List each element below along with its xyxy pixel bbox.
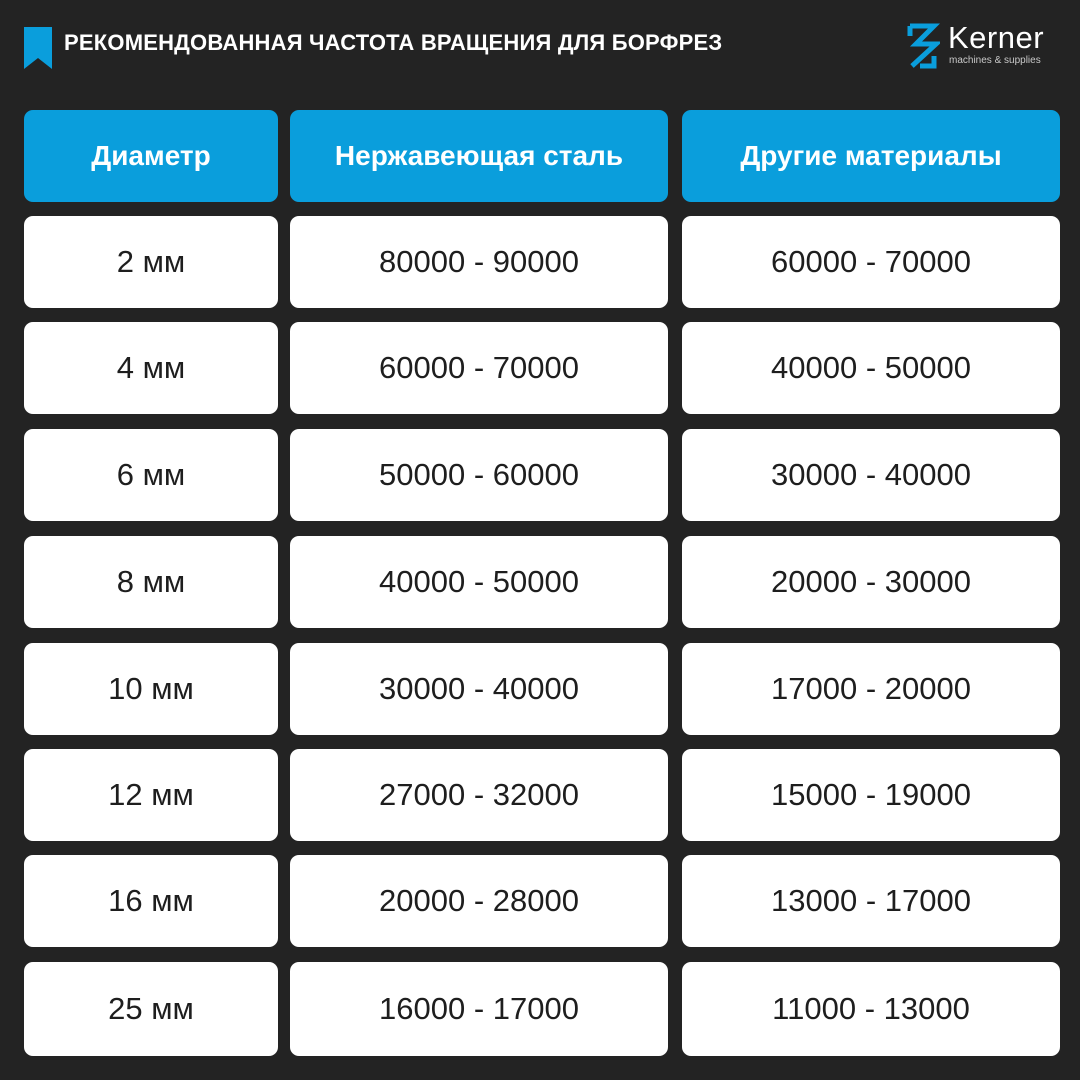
brand-name: Kerner (948, 20, 1045, 55)
table-row (22, 216, 1060, 308)
kerner-logo-icon (906, 22, 940, 70)
cell-stainless-steel: 50000 - 60000 (290, 429, 668, 521)
column-header-other-materials: Другие материалы (682, 110, 1060, 202)
table-row (22, 322, 1060, 414)
cell-other-materials: 11000 - 13000 (682, 962, 1060, 1056)
cell-diameter: 8 мм (24, 536, 278, 628)
table-row (22, 749, 1060, 841)
cell-stainless-steel: 40000 - 50000 (290, 536, 668, 628)
brand-tagline: machines & supplies (949, 55, 1041, 66)
table-row (22, 962, 1060, 1056)
cell-other-materials: 13000 - 17000 (682, 855, 1060, 947)
cell-other-materials: 40000 - 50000 (682, 322, 1060, 414)
cell-other-materials: 17000 - 20000 (682, 643, 1060, 735)
cell-diameter: 10 мм (24, 643, 278, 735)
column-header-stainless-steel: Нержавеющая сталь (290, 110, 668, 202)
cell-diameter: 16 мм (24, 855, 278, 947)
bookmark-icon (24, 27, 52, 69)
table-row (22, 429, 1060, 521)
brand-logo (906, 20, 1066, 74)
cell-stainless-steel: 30000 - 40000 (290, 643, 668, 735)
page-title: РЕКОМЕНДОВАННАЯ ЧАСТОТА ВРАЩЕНИЯ ДЛЯ БОРФРЕЗ (64, 30, 723, 55)
table-row (22, 643, 1060, 735)
table-row (22, 536, 1060, 628)
table-header-row (22, 110, 1060, 202)
cell-other-materials: 60000 - 70000 (682, 216, 1060, 308)
cell-stainless-steel: 20000 - 28000 (290, 855, 668, 947)
cell-stainless-steel: 80000 - 90000 (290, 216, 668, 308)
table-row (22, 855, 1060, 947)
cell-stainless-steel: 60000 - 70000 (290, 322, 668, 414)
cell-diameter: 25 мм (24, 962, 278, 1056)
cell-stainless-steel: 16000 - 17000 (290, 962, 668, 1056)
page-header (0, 0, 1080, 96)
cell-other-materials: 20000 - 30000 (682, 536, 1060, 628)
cell-diameter: 2 мм (24, 216, 278, 308)
cell-other-materials: 15000 - 19000 (682, 749, 1060, 841)
cell-diameter: 12 мм (24, 749, 278, 841)
cell-stainless-steel: 27000 - 32000 (290, 749, 668, 841)
cell-other-materials: 30000 - 40000 (682, 429, 1060, 521)
column-header-diameter: Диаметр (24, 110, 278, 202)
cell-diameter: 6 мм (24, 429, 278, 521)
cell-diameter: 4 мм (24, 322, 278, 414)
